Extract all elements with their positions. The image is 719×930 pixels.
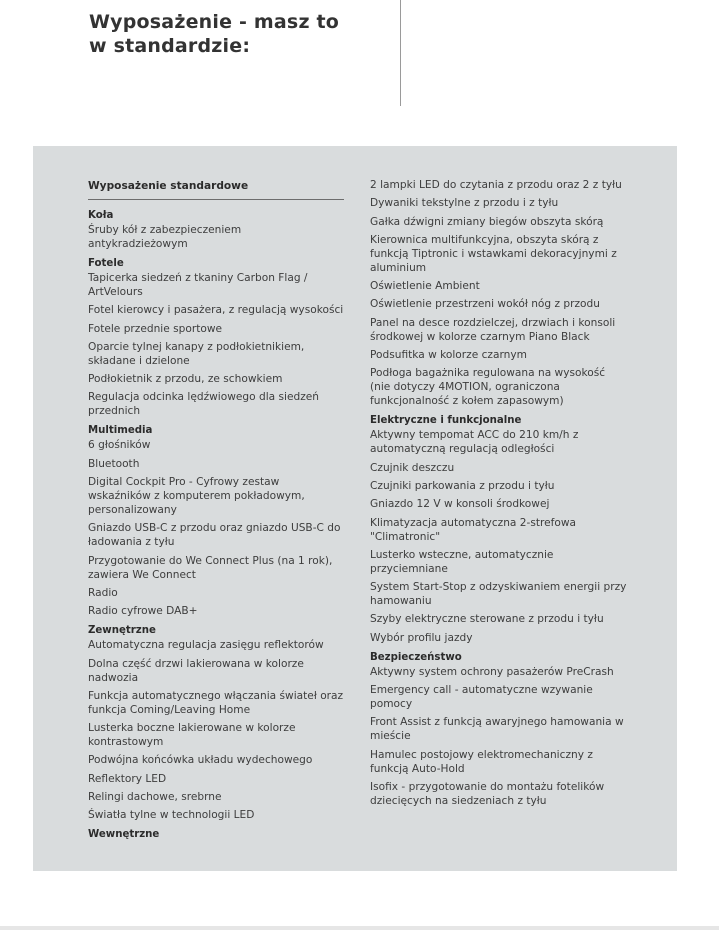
list-item: Oparcie tylnej kanapy z podłokietnikiem, składane i dzielone xyxy=(88,340,305,367)
list-item: 2 lampki LED do czytania z przodu oraz 2 z tyłu xyxy=(370,179,622,191)
list-item: Wybór profilu jazdy xyxy=(370,631,473,644)
left-column xyxy=(88,178,344,848)
list-item: Dywaniki tekstylne z przodu i z tyłu xyxy=(370,197,559,210)
page-title-line2: w standardzie: xyxy=(89,35,251,57)
list-item: Isofix - przygotowanie do montażu fotelików dziecięcych na siedzeniach z tyłu xyxy=(370,780,605,807)
section-title: Wewnętrzne xyxy=(88,829,160,841)
list-item: Relingi dachowe, srebrne xyxy=(88,791,222,804)
page-title xyxy=(89,10,389,58)
list-item: Lusterko wsteczne, automatycznie przyciemniane xyxy=(370,548,554,575)
list-item: Oświetlenie przestrzeni wokół nóg z przodu xyxy=(370,298,600,311)
page-title-line1: Wyposażenie - masz to xyxy=(89,11,340,33)
section-title: Koła xyxy=(88,210,114,221)
spec-section xyxy=(88,257,344,418)
list-item: Tapicerka siedzeń z tkaniny Carbon Flag / ArtVelours xyxy=(88,272,308,298)
list-item: System Start-Stop z odzyskiwaniem energii przy hamowaniu xyxy=(370,581,627,608)
list-item: Lusterka boczne lakierowane w kolorze kontrastowym xyxy=(88,722,296,749)
list-item: Gniazdo USB-C z przodu oraz gniazdo USB-C do ładowania z tyłu xyxy=(88,522,341,549)
list-item: Reflektory LED xyxy=(88,772,167,785)
list-item: Dolna część drzwi lakierowana w kolorze nadwozia xyxy=(88,657,304,684)
spec-section xyxy=(370,414,628,644)
list-item: Podwójna końcówka układu wydechowego xyxy=(88,754,313,767)
list-item: Szyby elektryczne sterowane z przodu i tyłu xyxy=(370,613,604,626)
section-title: Multimedia xyxy=(88,425,153,437)
list-item: Bluetooth xyxy=(88,457,140,470)
section-title: Bezpieczeństwo xyxy=(370,651,462,663)
list-item: Gniazdo 12 V w konsoli środkowej xyxy=(370,498,550,511)
intro-section xyxy=(370,178,628,408)
spec-section xyxy=(88,209,344,251)
list-item: Śruby kół z zabezpieczeniem antykradzieżowym xyxy=(88,224,242,250)
list-item: Funkcja automatycznego włączania świateł oraz funkcja Coming/Leaving Home xyxy=(88,689,344,716)
list-item: Fotel kierowcy i pasażera, z regulacją wysokości xyxy=(88,304,344,317)
list-item: Automatyczna regulacja zasięgu reflektorów xyxy=(88,639,324,652)
section-title: Elektryczne i funkcjonalne xyxy=(370,415,522,427)
list-item: Podsufitka w kolorze czarnym xyxy=(370,349,527,362)
header-divider xyxy=(400,0,401,106)
list-item: Klimatyzacja automatyczna 2-strefowa "Climatronic" xyxy=(370,516,577,543)
list-item: Radio xyxy=(88,586,118,599)
list-item: Fotele przednie sportowe xyxy=(88,322,223,335)
list-item: Podłoga bagażnika regulowana na wysokość (nie dotyczy 4MOTION, ograniczona funkcjonalność z kołem zapasowym) xyxy=(370,367,606,408)
spec-section xyxy=(88,828,344,842)
column-heading: Wyposażenie standardowe xyxy=(88,178,344,200)
list-item: Oświetlenie Ambient xyxy=(370,280,480,293)
list-item: Hamulec postojowy elektromechaniczny z funkcją Auto-Hold xyxy=(370,748,593,775)
list-item: Czujnik deszczu xyxy=(370,461,455,474)
list-item: Emergency call - automatyczne wzywanie pomocy xyxy=(370,684,593,711)
list-item: Aktywny tempomat ACC do 210 km/h z automatyczną regulacją odległości xyxy=(370,429,579,456)
list-item: Podłokietnik z przodu, ze schowkiem xyxy=(88,373,283,386)
list-item: Panel na desce rozdzielczej, drzwiach i konsoli środkowej w kolorze czarnym Piano Black xyxy=(370,316,616,343)
list-item: 6 głośników xyxy=(88,439,151,452)
section-title: Fotele xyxy=(88,258,124,269)
spec-section xyxy=(88,424,344,618)
right-column xyxy=(370,178,628,814)
bottom-bar xyxy=(0,926,719,930)
list-item: Czujniki parkowania z przodu i tyłu xyxy=(370,479,555,492)
spec-section xyxy=(370,651,628,808)
section-title: Zewnętrzne xyxy=(88,625,156,637)
list-item: Kierownica multifunkcyjna, obszyta skórą z funkcją Tiptronic i wstawkami dekoracyjnymi z aluminium xyxy=(370,233,617,274)
spec-section xyxy=(88,624,344,822)
list-item: Gałka dźwigni zmiany biegów obszyta skórą xyxy=(370,215,604,228)
list-item: Aktywny system ochrony pasażerów PreCrash xyxy=(370,665,614,678)
list-item: Regulacja odcinka lędźwiowego dla siedzeń przednich xyxy=(88,391,320,418)
list-item: Digital Cockpit Pro - Cyfrowy zestaw wskaźników z komputerem pokładowym, personalizowany xyxy=(88,476,305,517)
list-item: Przygotowanie do We Connect Plus (na 1 rok), zawiera We Connect xyxy=(88,554,333,581)
list-item: Radio cyfrowe DAB+ xyxy=(88,605,198,618)
list-item: Front Assist z funkcją awaryjnego hamowania w mieście xyxy=(370,716,624,743)
list-item: Światła tylne w technologii LED xyxy=(88,809,255,822)
